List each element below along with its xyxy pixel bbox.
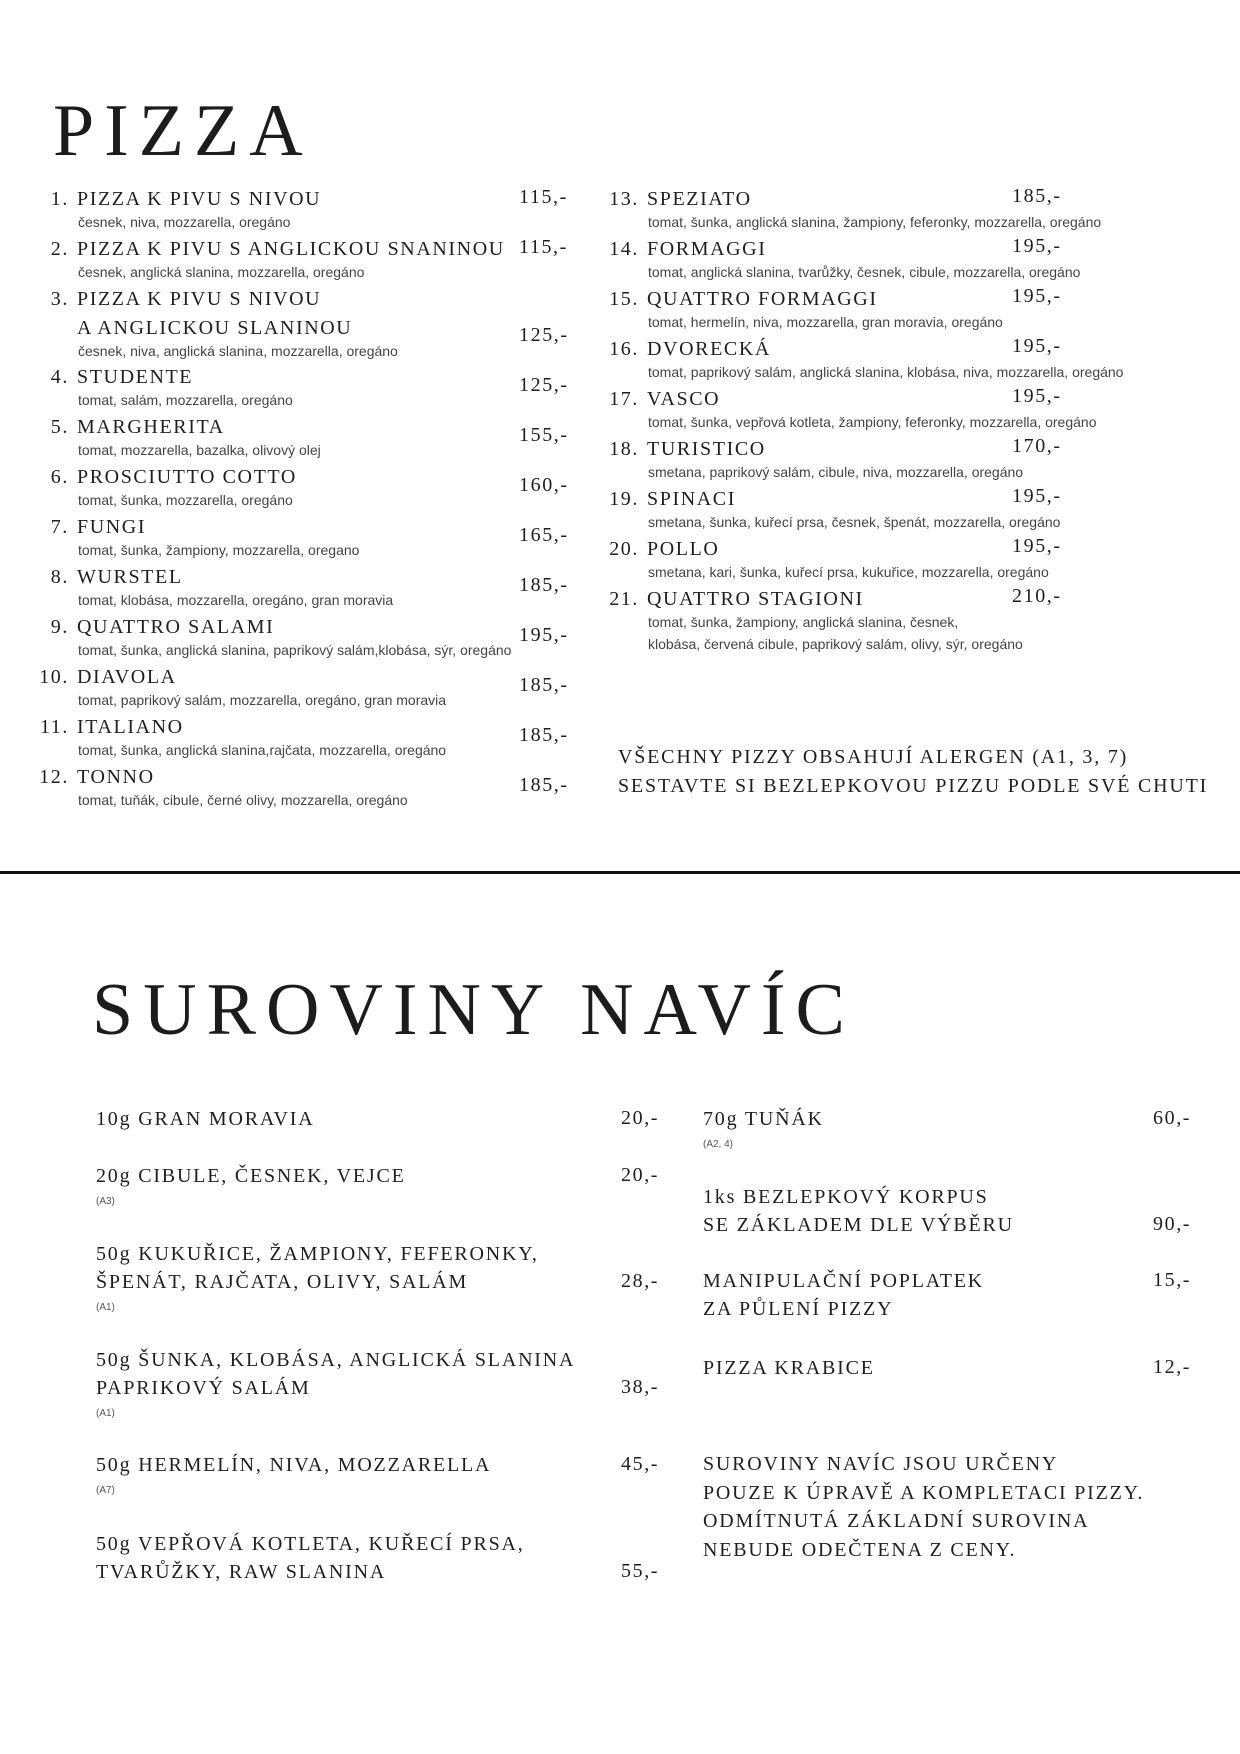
pizza-price: 195,- bbox=[519, 624, 569, 646]
extra-item-name: 20g CIBULE, ČESNEK, VEJCE bbox=[96, 1165, 406, 1187]
pizza-ingredients: česnek, niva, anglická slanina, mozzarella, oregáno bbox=[78, 343, 398, 359]
pizza-price: 170,- bbox=[1012, 435, 1062, 457]
pizza-ingredients: tomat, klobása, mozzarella, oregáno, gran moravia bbox=[78, 592, 394, 608]
extras-note-line: ODMÍTNUTÁ ZÁKLADNÍ SUROVINA bbox=[703, 1510, 1090, 1532]
extra-item-price: 15,- bbox=[1153, 1269, 1192, 1291]
pizza-number: 4. bbox=[50, 366, 69, 388]
pizza-ingredients: tomat, salám, mozzarella, oregáno bbox=[78, 392, 293, 408]
pizza-name: TURISTICO bbox=[647, 438, 766, 460]
pizza-ingredients: tomat, hermelín, niva, mozzarella, gran moravia, oregáno bbox=[648, 314, 1003, 330]
extra-item-allergen: (A3) bbox=[96, 1196, 115, 1207]
extra-item-name: 70g TUŇÁK bbox=[703, 1108, 824, 1130]
pizza-name: FUNGI bbox=[77, 516, 147, 538]
extra-item-name: 50g VEPŘOVÁ KOTLETA, KUŘECÍ PRSA, bbox=[96, 1533, 525, 1555]
pizza-name: PIZZA K PIVU S ANGLICKOU SNANINOU bbox=[77, 238, 505, 260]
pizza-number: 17. bbox=[609, 388, 639, 410]
pizza-price: 185,- bbox=[519, 774, 569, 796]
allergen-note: VŠECHNY PIZZY OBSAHUJÍ ALERGEN (A1, 3, 7) bbox=[618, 746, 1129, 768]
pizza-ingredients: tomat, šunka, anglická slanina, paprikový salám,klobása, sýr, oregáno bbox=[78, 642, 512, 658]
pizza-ingredients: česnek, anglická slanina, mozzarella, oregáno bbox=[78, 264, 365, 280]
pizza-number: 3. bbox=[50, 288, 69, 310]
extra-item-allergen: (A1) bbox=[96, 1408, 115, 1419]
pizza-name: ITALIANO bbox=[77, 716, 184, 738]
extra-item-name: PIZZA KRABICE bbox=[703, 1357, 875, 1379]
pizza-number: 9. bbox=[50, 616, 69, 638]
extra-item-price: 20,- bbox=[621, 1164, 660, 1186]
extra-item-name: 1ks BEZLEPKOVÝ KORPUS bbox=[703, 1186, 989, 1208]
extra-item-name-line2: PAPRIKOVÝ SALÁM bbox=[96, 1377, 311, 1399]
extra-item-price: 12,- bbox=[1153, 1356, 1192, 1378]
pizza-number: 7. bbox=[50, 516, 69, 538]
pizza-ingredients: smetana, šunka, kuřecí prsa, česnek, špenát, mozzarella, oregáno bbox=[648, 514, 1061, 530]
pizza-ingredients: smetana, paprikový salám, cibule, niva, mozzarella, oregáno bbox=[648, 464, 1024, 480]
extras-note-line: NEBUDE ODEČTENA Z CENY. bbox=[703, 1538, 1017, 1561]
pizza-name: PIZZA K PIVU S NIVOU bbox=[77, 288, 322, 310]
pizza-name: POLLO bbox=[647, 538, 720, 560]
pizza-number: 8. bbox=[50, 566, 69, 588]
pizza-price: 115,- bbox=[519, 186, 568, 208]
pizza-price: 195,- bbox=[1012, 335, 1062, 357]
page-title-extras: SUROVINY NAVÍC bbox=[92, 969, 855, 1051]
pizza-number: 18. bbox=[609, 438, 639, 460]
pizza-name: QUATTRO FORMAGGI bbox=[647, 288, 878, 310]
pizza-number: 14. bbox=[609, 238, 639, 260]
pizza-name: PIZZA K PIVU S NIVOU bbox=[77, 188, 322, 210]
pizza-ingredients: tomat, šunka, žampiony, mozzarella, oregano bbox=[78, 542, 360, 558]
pizza-price: 195,- bbox=[1012, 485, 1062, 507]
extra-item-name: 10g GRAN MORAVIA bbox=[96, 1108, 315, 1130]
pizza-ingredients: tomat, paprikový salám, anglická slanina, klobása, niva, mozzarella, oregáno bbox=[648, 364, 1124, 380]
pizza-price: 115,- bbox=[519, 236, 568, 258]
pizza-price: 160,- bbox=[519, 474, 569, 496]
pizza-ingredients: smetana, kari, šunka, kuřecí prsa, kukuřice, mozzarella, oregáno bbox=[648, 564, 1049, 580]
pizza-number: 13. bbox=[609, 188, 639, 210]
pizza-price: 195,- bbox=[1012, 385, 1062, 407]
extra-item-allergen: (A2, 4) bbox=[703, 1139, 734, 1150]
extra-item-price: 28,- bbox=[621, 1270, 660, 1292]
pizza-price: 185,- bbox=[1012, 185, 1062, 207]
extra-item-name: 50g ŠUNKA, KLOBÁSA, ANGLICKÁ SLANINA bbox=[96, 1349, 576, 1371]
pizza-price: 195,- bbox=[1012, 535, 1062, 557]
pizza-ingredients: tomat, tuňák, cibule, černé olivy, mozzarella, oregáno bbox=[78, 792, 408, 808]
extra-item-price: 90,- bbox=[1153, 1213, 1192, 1235]
pizza-price: 185,- bbox=[519, 574, 569, 596]
pizza-ingredients-line2: klobása, červená cibule, paprikový salám, olivy, sýr, oregáno bbox=[648, 636, 1023, 652]
pizza-number: 5. bbox=[50, 416, 69, 438]
pizza-number: 2. bbox=[50, 238, 69, 260]
extra-item-allergen: (A1) bbox=[96, 1302, 115, 1313]
pizza-name: DVORECKÁ bbox=[647, 338, 771, 360]
gluten-free-note: SESTAVTE SI BEZLEPKOVOU PIZZU PODLE SVÉ CHUTI bbox=[618, 775, 1209, 797]
pizza-name: WURSTEL bbox=[77, 566, 183, 588]
pizza-name: TONNO bbox=[77, 766, 155, 788]
pizza-name: QUATTRO SALAMI bbox=[77, 616, 275, 638]
extra-item-name-line2: SE ZÁKLADEM DLE VÝBĚRU bbox=[703, 1214, 1014, 1236]
pizza-number: 16. bbox=[609, 338, 639, 360]
pizza-ingredients: tomat, anglická slanina, tvarůžky, česnek, cibule, mozzarella, oregáno bbox=[648, 264, 1081, 280]
extra-item-name: MANIPULAČNÍ POPLATEK bbox=[703, 1270, 985, 1292]
pizza-name: STUDENTE bbox=[77, 366, 194, 388]
pizza-name: SPEZIATO bbox=[647, 188, 752, 210]
pizza-number: 20. bbox=[609, 538, 639, 560]
pizza-price: 195,- bbox=[1012, 235, 1062, 257]
pizza-number: 10. bbox=[39, 666, 69, 688]
extra-item-name: 50g KUKUŘICE, ŽAMPIONY, FEFERONKY, bbox=[96, 1243, 539, 1265]
extra-item-name-line2: TVARŮŽKY, RAW SLANINA bbox=[96, 1561, 387, 1583]
pizza-number: 15. bbox=[609, 288, 639, 310]
pizza-price: 125,- bbox=[519, 324, 569, 346]
pizza-ingredients: tomat, šunka, anglická slanina,rajčata, mozzarella, oregáno bbox=[78, 742, 447, 758]
extras-note-line: POUZE K ÚPRAVĚ A KOMPLETACI PIZZY. bbox=[703, 1481, 1145, 1504]
pizza-ingredients: tomat, šunka, anglická slanina, žampiony, feferonky, mozzarella, oregáno bbox=[648, 214, 1102, 230]
extra-item-price: 55,- bbox=[621, 1560, 660, 1582]
pizza-price: 165,- bbox=[519, 524, 569, 546]
extra-item-name: 50g HERMELÍN, NIVA, MOZZARELLA bbox=[96, 1454, 492, 1476]
extras-note-line: SUROVINY NAVÍC JSOU URČENY bbox=[703, 1453, 1059, 1475]
pizza-name: SPINACI bbox=[647, 488, 736, 510]
pizza-ingredients: tomat, šunka, žampiony, anglická slanina, česnek, bbox=[648, 614, 959, 630]
pizza-price: 195,- bbox=[1012, 285, 1062, 307]
pizza-name: MARGHERITA bbox=[77, 416, 225, 438]
pizza-number: 1. bbox=[50, 188, 69, 210]
pizza-name-line2: A ANGLICKOU SLANINOU bbox=[77, 317, 353, 339]
page-title-pizza: PIZZA bbox=[53, 90, 313, 172]
pizza-ingredients: tomat, šunka, vepřová kotleta, žampiony, feferonky, mozzarella, oregáno bbox=[648, 414, 1097, 430]
extra-item-price: 38,- bbox=[621, 1376, 660, 1398]
pizza-price: 155,- bbox=[519, 424, 569, 446]
pizza-price: 185,- bbox=[519, 674, 569, 696]
pizza-ingredients: tomat, paprikový salám, mozzarella, oregáno, gran moravia bbox=[78, 692, 447, 708]
pizza-number: 12. bbox=[39, 766, 69, 788]
section-divider bbox=[0, 871, 1240, 874]
pizza-name: VASCO bbox=[647, 388, 721, 410]
pizza-ingredients: tomat, mozzarella, bazalka, olivový olej bbox=[78, 442, 321, 458]
pizza-price: 125,- bbox=[519, 374, 569, 396]
pizza-price: 210,- bbox=[1012, 585, 1062, 607]
extra-item-name-line2: ŠPENÁT, RAJČATA, OLIVY, SALÁM bbox=[96, 1271, 469, 1293]
pizza-ingredients: tomat, šunka, mozzarella, oregáno bbox=[78, 492, 293, 508]
extra-item-price: 20,- bbox=[621, 1107, 660, 1129]
pizza-name: PROSCIUTTO COTTO bbox=[77, 466, 297, 488]
extra-item-allergen: (A7) bbox=[96, 1485, 115, 1496]
extra-item-price: 60,- bbox=[1153, 1107, 1192, 1129]
pizza-number: 11. bbox=[39, 716, 69, 738]
pizza-name: FORMAGGI bbox=[647, 238, 767, 260]
pizza-name: DIAVOLA bbox=[77, 666, 177, 688]
pizza-price: 185,- bbox=[519, 724, 569, 746]
pizza-number: 19. bbox=[609, 488, 639, 510]
pizza-number: 6. bbox=[50, 466, 69, 488]
extra-item-price: 45,- bbox=[621, 1453, 660, 1475]
extra-item-name-line2: ZA PŮLENÍ PIZZY bbox=[703, 1298, 894, 1320]
pizza-number: 21. bbox=[609, 588, 639, 610]
pizza-name: QUATTRO STAGIONI bbox=[647, 588, 864, 610]
pizza-ingredients: česnek, niva, mozzarella, oregáno bbox=[78, 214, 291, 230]
